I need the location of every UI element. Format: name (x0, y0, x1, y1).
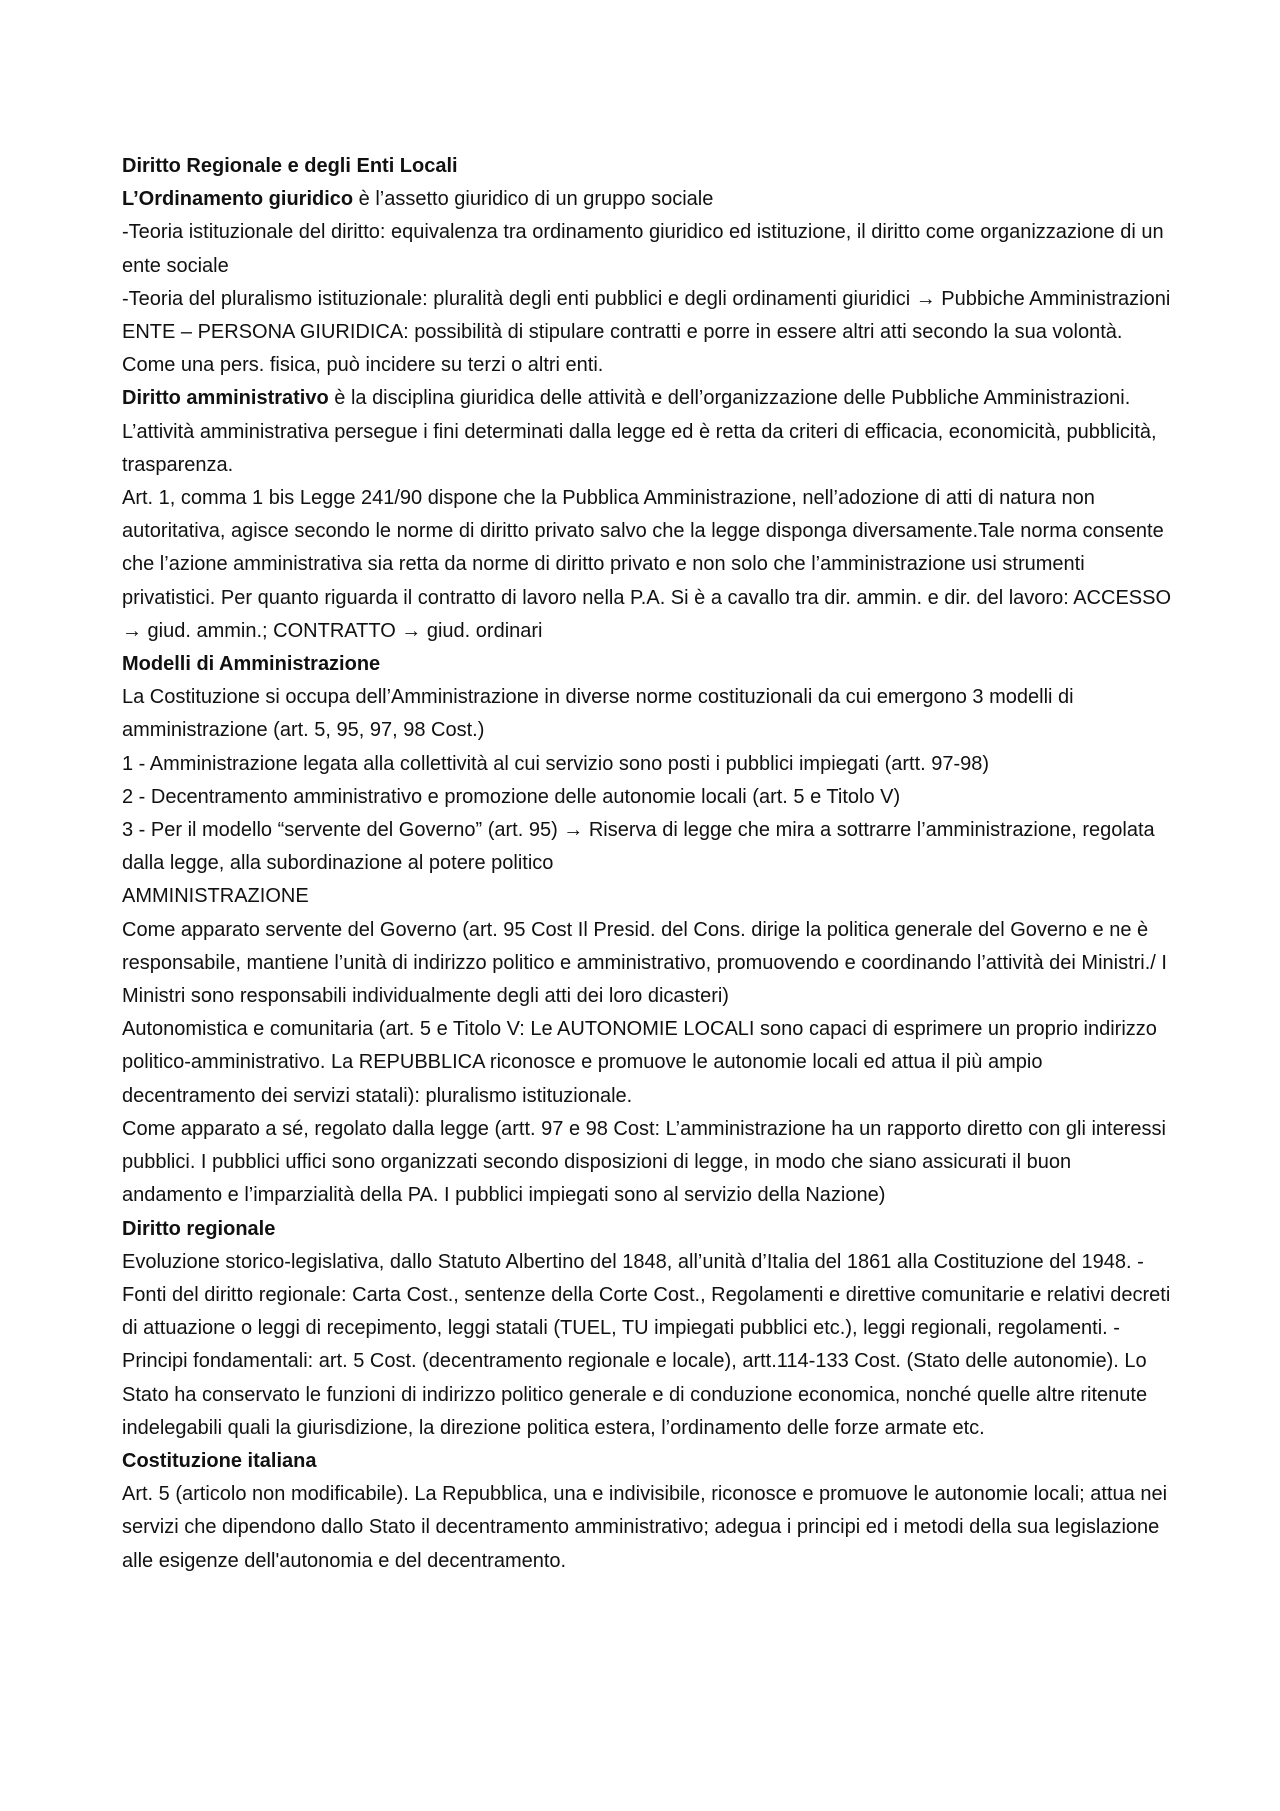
term-ordinamento: L’Ordinamento giuridico (122, 188, 354, 211)
paragraph-apparato-a-se: Come apparato a sé, regolato dalla legge (artt. 97 e 98 Cost: L’amministrazione ha un rapporto diretto con gli interessi pubblici. I pubblici uffici sono organizzati secondo disposizioni di legge, in modo che siano assicurati il buon andamento e l’imparzialità della PA. I pubblici impiegati sono al servizio della Nazione) (122, 1117, 1166, 1207)
paragraph-autonomistica: Autonomistica e comunitaria (art. 5 e Titolo V: Le AUTONOMIE LOCALI sono capaci di esprimere un proprio indirizzo politico-amministrativo. La REPUBBLICA riconosce e promuove le autonomie locali ed attua il più ampio decentramento dei servizi statali): pluralismo istituzionale. (122, 1018, 1157, 1107)
term-diritto-amministrativo: Diritto amministrativo (122, 387, 329, 410)
paragraph-teoria-istituzionale: -Teoria istituzionale del diritto: equivalenza tra ordinamento giuridico ed istituzione, il diritto come organizzazione di un ente sociale (122, 221, 1164, 277)
document-title: Diritto Regionale e degli Enti Locali (122, 155, 458, 177)
list-item-1: 1 - Amministrazione legata alla collettività al cui servizio sono posti i pubblici impiegati (artt. 97-98) (122, 752, 990, 775)
label-amministrazione: AMMINISTRAZIONE (122, 885, 309, 908)
definition-ordinamento: è l’assetto giuridico di un gruppo sociale (353, 188, 714, 211)
list-item-3: 3 - Per il modello “servente del Governo” (art. 95) → Riserva di legge che mira a sottrarre l’amministrazione, regolata dalla legge, alla subordinazione al potere politico (122, 819, 1155, 875)
paragraph-apparato-servente: Come apparato servente del Governo (art. 95 Cost Il Presid. del Cons. dirige la politica generale del Governo e ne è responsabile, mantiene l’unità di indirizzo politico e amministrativo, promuovendo e coordinando l’attività dei Ministri./ I Ministri sono responsabili individualmente degli atti dei loro dicasteri) (122, 918, 1167, 1008)
paragraph-costituzione-modelli: La Costituzione si occupa dell’Amministrazione in diverse norme costituzionali da cui emergono 3 modelli di amministrazione (art. 5, 95, 97, 98 Cost.) (122, 686, 1074, 742)
document-page (122, 150, 1172, 1578)
definition-diritto-amministrativo: è la disciplina giuridica delle attività e dell’organizzazione delle Pubbliche Amministrazioni. L’attività amministrativa persegue i fini determinati dalla legge ed è retta da criteri di efficacia, economicità, pubblicità, trasparenza. (122, 387, 1157, 476)
list-item-2: 2 - Decentramento amministrativo e promozione delle autonomie locali (art. 5 e Titolo V) (122, 785, 901, 808)
paragraph-ordinamento (122, 183, 1172, 216)
paragraph-diritto-amministrativo (122, 382, 1172, 482)
paragraph-teoria-pluralismo: -Teoria del pluralismo istituzionale: pluralità degli enti pubblici e degli ordinamenti giuridici → Pubbiche Amministrazioni (122, 287, 1171, 310)
heading-modelli: Modelli di Amministrazione (122, 653, 381, 676)
paragraph-ente-persona-giuridica: ENTE – PERSONA GIURIDICA: possibilità di stipulare contratti e porre in essere altri atti secondo la sua volontà. Come una pers. fisica, può incidere su terzi o altri enti. (122, 321, 1123, 377)
heading-diritto-regionale: Diritto regionale (122, 1217, 276, 1240)
paragraph-legge-241: Art. 1, comma 1 bis Legge 241/90 dispone che la Pubblica Amministrazione, nell’adozione di atti di natura non autoritativa, agisce secondo le norme di diritto privato salvo che la legge disponga diversamente.Tale norma consente che l’azione amministrativa sia retta da norme di diritto privato e non solo che l’amministrazione usi strumenti privatistici. Per quanto riguarda il contratto di lavoro nella P.A. Si è a cavallo tra dir. ammin. e dir. del lavoro: ACCESSO → giud. ammin.; CONTRATTO → giud. ordinari (122, 487, 1172, 642)
paragraph-art-5: Art. 5 (articolo non modificabile). La Repubblica, una e indivisibile, riconosce e promuove le autonomie locali; attua nei servizi che dipendono dallo Stato il decentramento amministrativo; adegua i principi ed i metodi della sua legislazione alle esigenze dell'autonomia e del decentramento. (122, 1483, 1168, 1572)
heading-costituzione-italiana: Costituzione italiana (122, 1449, 317, 1472)
paragraph-evoluzione: Evoluzione storico-legislativa, dallo Statuto Albertino del 1848, all’unità d’Italia del 1861 alla Costituzione del 1948. -Fonti del diritto regionale: Carta Cost., sentenze della Corte Cost., Regolamenti e direttive comunitarie e relativi decreti di attuazione o leggi di recepimento, leggi statali (TUEL, TU impiegati pubblici etc.), leggi regionali, regolamenti. -Principi fondamentali: art. 5 Cost. (decentramento regionale e locale), artt.114-133 Cost. (Stato delle autonomie). Lo Stato ha conservato le funzioni di indirizzo politico generale e di conduzione economica, nonché quelle altre ritenute indelegabili quali la giurisdizione, la direzione politica estera, l’ordinamento delle forze armate etc. (122, 1250, 1171, 1439)
